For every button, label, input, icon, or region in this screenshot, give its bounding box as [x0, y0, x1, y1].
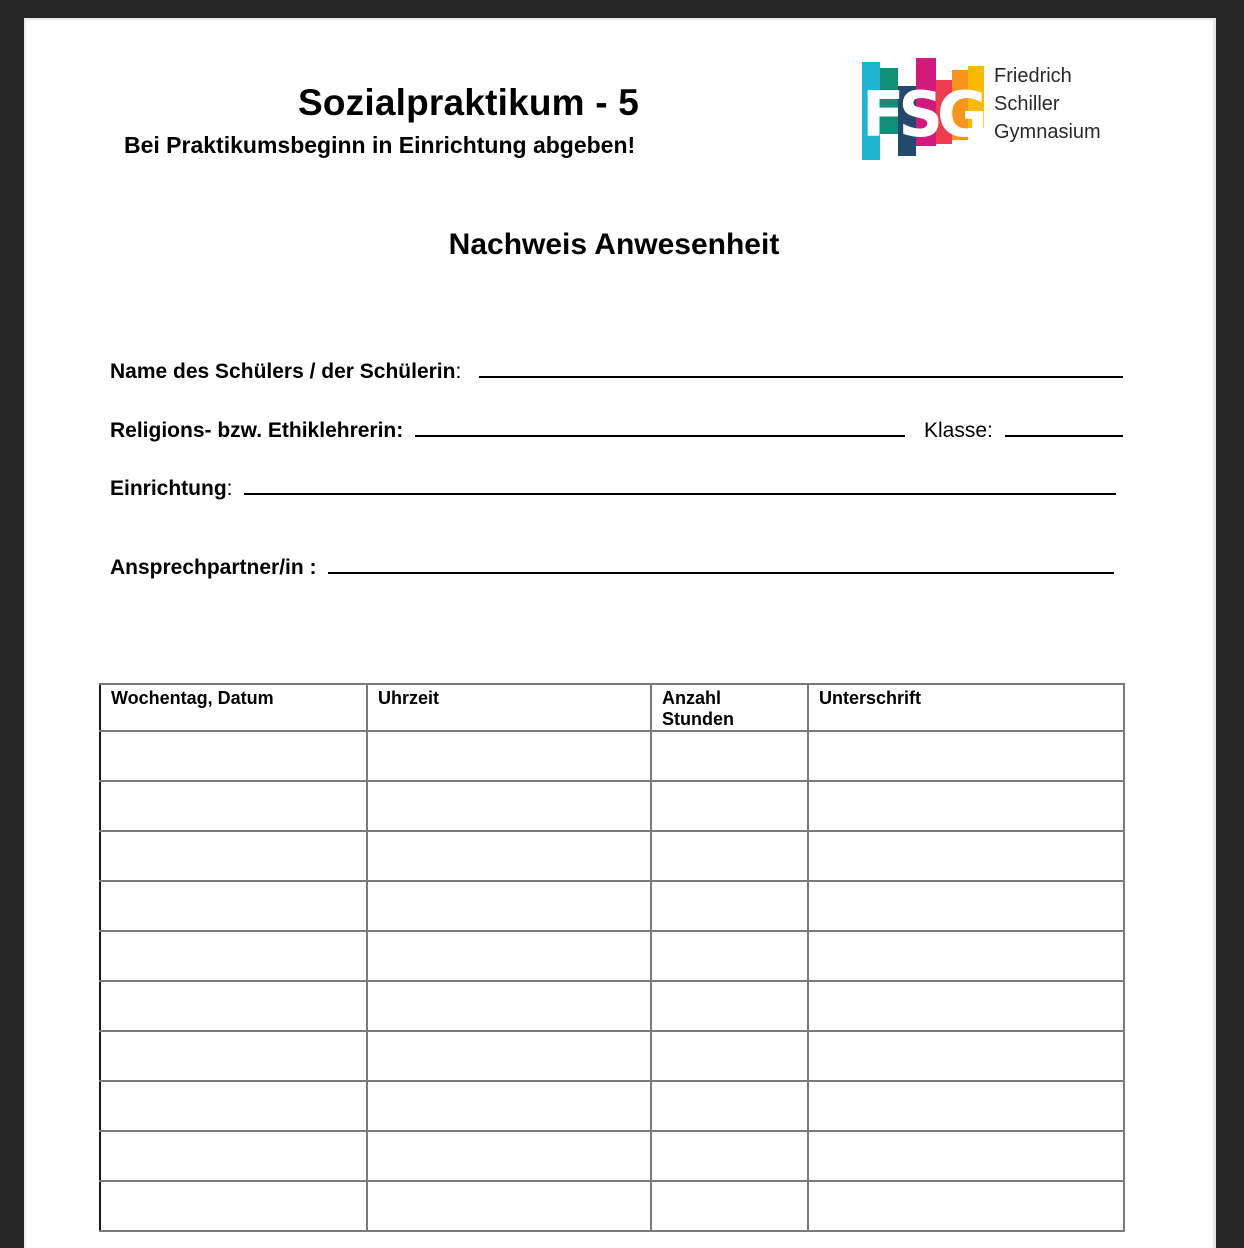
hours-cell[interactable] — [651, 931, 808, 981]
time-cell[interactable] — [367, 731, 651, 781]
form-heading: Nachweis Anwesenheit — [448, 228, 780, 261]
class-line[interactable] — [1005, 417, 1123, 437]
signature-cell[interactable] — [808, 1031, 1124, 1081]
table-header-row — [100, 684, 1124, 731]
logo-text-line: Schiller — [994, 93, 1060, 115]
signature-cell[interactable] — [808, 1131, 1124, 1181]
document-subtitle: Bei Praktikumsbeginn in Einrichtung abgeben! — [124, 132, 636, 158]
table-row — [100, 1131, 1124, 1181]
teacher-label: Religions- bzw. Ethiklehrerin: — [110, 419, 404, 442]
date-cell[interactable] — [100, 1181, 367, 1231]
hours-cell[interactable] — [651, 1181, 808, 1231]
signature-cell[interactable] — [808, 881, 1124, 931]
signature-cell[interactable] — [808, 731, 1124, 781]
logo-text-line: Friedrich — [994, 65, 1072, 87]
logo-letters: FSG — [862, 78, 982, 151]
time-cell[interactable] — [367, 831, 651, 881]
document-page — [24, 18, 1216, 1248]
field-separator: : — [455, 360, 462, 383]
time-cell[interactable] — [367, 1181, 651, 1231]
attendance-table — [99, 683, 1125, 1232]
class-label: Klasse: — [924, 419, 993, 442]
column-header-date: Wochentag, Datum — [100, 684, 367, 731]
institution-field[interactable] — [110, 475, 1116, 501]
date-cell[interactable] — [100, 831, 367, 881]
logo-school-name — [994, 62, 1101, 146]
table-row — [100, 781, 1124, 831]
time-cell[interactable] — [367, 781, 651, 831]
column-header-signature: Unterschrift — [808, 684, 1124, 731]
date-cell[interactable] — [100, 1131, 367, 1181]
date-cell[interactable] — [100, 881, 367, 931]
date-cell[interactable] — [100, 981, 367, 1031]
institution-label: Einrichtung — [110, 477, 227, 500]
student-name-line[interactable] — [479, 358, 1123, 378]
hours-cell[interactable] — [651, 1031, 808, 1081]
table-row — [100, 731, 1124, 781]
time-cell[interactable] — [367, 981, 651, 1031]
signature-cell[interactable] — [808, 981, 1124, 1031]
teacher-line[interactable] — [415, 417, 905, 437]
contact-person-line[interactable] — [328, 554, 1114, 574]
table-row — [100, 1031, 1124, 1081]
signature-cell[interactable] — [808, 1181, 1124, 1231]
hours-cell[interactable] — [651, 831, 808, 881]
table-row — [100, 1181, 1124, 1231]
time-cell[interactable] — [367, 1081, 651, 1131]
logo-text-line: Gymnasium — [994, 121, 1101, 143]
hours-cell[interactable] — [651, 1081, 808, 1131]
student-name-label: Name des Schülers / der Schülerin — [110, 360, 456, 383]
hours-cell[interactable] — [651, 1131, 808, 1181]
date-cell[interactable] — [100, 1081, 367, 1131]
hours-cell[interactable] — [651, 781, 808, 831]
signature-cell[interactable] — [808, 931, 1124, 981]
hours-cell[interactable] — [651, 881, 808, 931]
signature-cell[interactable] — [808, 831, 1124, 881]
time-cell[interactable] — [367, 1131, 651, 1181]
table-row — [100, 881, 1124, 931]
time-cell[interactable] — [367, 881, 651, 931]
table-row — [100, 1081, 1124, 1131]
hours-cell[interactable] — [651, 731, 808, 781]
class-field[interactable] — [924, 417, 1123, 443]
table-row — [100, 831, 1124, 881]
teacher-field[interactable] — [110, 417, 905, 443]
school-logo — [862, 56, 1122, 166]
signature-cell[interactable] — [808, 1081, 1124, 1131]
column-header-hours: Anzahl Stunden — [651, 684, 808, 731]
time-cell[interactable] — [367, 931, 651, 981]
hours-cell[interactable] — [651, 981, 808, 1031]
time-cell[interactable] — [367, 1031, 651, 1081]
contact-person-label: Ansprechpartner/in : — [110, 556, 317, 579]
student-name-field[interactable] — [110, 358, 1123, 384]
column-header-time: Uhrzeit — [367, 684, 651, 731]
date-cell[interactable] — [100, 731, 367, 781]
signature-cell[interactable] — [808, 781, 1124, 831]
table-row — [100, 981, 1124, 1031]
date-cell[interactable] — [100, 781, 367, 831]
institution-line[interactable] — [244, 475, 1116, 495]
date-cell[interactable] — [100, 1031, 367, 1081]
contact-person-field[interactable] — [110, 554, 1114, 580]
table-row — [100, 931, 1124, 981]
document-title: Sozialpraktikum - 5 — [298, 82, 640, 123]
date-cell[interactable] — [100, 931, 367, 981]
field-separator: : — [226, 477, 233, 500]
